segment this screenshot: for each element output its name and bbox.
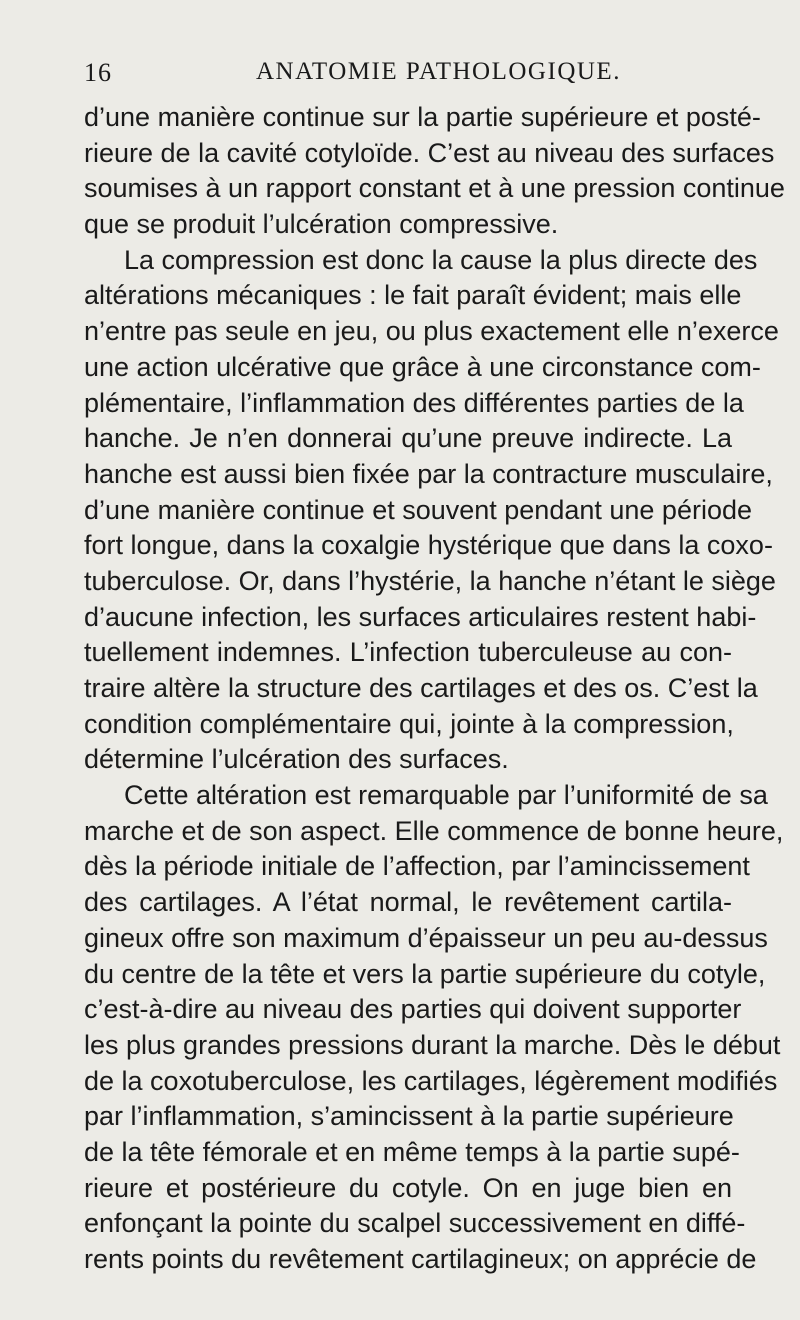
- text-line: de la tête fémorale et en même temps à la partie supé-: [84, 1136, 740, 1167]
- text-line: d’une manière continue sur la partie supérieure et posté-: [84, 102, 761, 132]
- text-line: marche et de son aspect. Elle commence de bonne heure,: [84, 815, 784, 846]
- text-line: soumises à un rapport constant et à une pression continue: [84, 173, 785, 204]
- text-line: par l’inflammation, s’amincissent à la partie supérieure: [84, 1101, 734, 1132]
- text-line: hanche. Je n’en donnerai qu’une preuve indirecte. La: [84, 423, 732, 454]
- text-line: du centre de la tête et vers la partie supérieure du cotyle,: [84, 958, 766, 989]
- text-line: plémentaire, l’inflammation des différentes parties de la: [84, 387, 744, 418]
- text-line: tuberculose. Or, dans l’hystérie, la hanche n’étant le siège: [84, 565, 776, 596]
- text-line: détermine l’ulcération des surfaces.: [84, 744, 509, 775]
- body-text: [84, 100, 785, 1278]
- text-line: Cette altération est remarquable par l’uniformité de sa: [124, 780, 768, 811]
- text-line: La compression est donc la cause la plus directe des: [124, 244, 758, 275]
- text-line: de la coxotuberculose, les cartilages, légèrement modifiés: [84, 1065, 778, 1096]
- text-line: rents points du revêtement cartilagineux; on apprécie de: [84, 1244, 757, 1274]
- text-line: hanche est aussi bien fixée par la contracture musculaire,: [84, 458, 773, 489]
- text-line: que se produit l’ulcération compressive.: [84, 209, 559, 240]
- running-head: ANATOMIE PATHOLOGIQUE.: [256, 58, 621, 85]
- text-line: c’est-à-dire au niveau des parties qui doivent supporter: [84, 994, 742, 1025]
- text-line: dès la période initiale de l’affection, par l’amincissement: [84, 851, 750, 882]
- text-line: d’aucune infection, les surfaces articulaires restent habi-: [84, 601, 757, 632]
- text-line: gineux offre son maximum d’épaisseur un peu au-dessus: [84, 922, 768, 953]
- text-line: fort longue, dans la coxalgie hystérique que dans la coxo-: [84, 530, 773, 561]
- text-line: altérations mécaniques : le fait paraît évident; mais elle: [84, 280, 742, 311]
- text-line: enfonçant la pointe du scalpel successivement en diffé-: [84, 1208, 746, 1239]
- text-line: condition complémentaire qui, jointe à la compression,: [84, 708, 734, 739]
- text-line: traire altère la structure des cartilages et des os. C’est la: [84, 673, 758, 703]
- text-line: rieure de la cavité cotyloïde. C’est au niveau des surfaces: [84, 137, 775, 168]
- page-number: 16: [84, 58, 112, 87]
- text-line: rieure et postérieure du cotyle. On en juge bien en: [84, 1172, 732, 1203]
- text-line: les plus grandes pressions durant la marche. Dès le début: [84, 1029, 781, 1060]
- text-line: n’entre pas seule en jeu, ou plus exactement elle n’exerce: [84, 316, 779, 347]
- text-line: d’une manière continue et souvent pendant une période: [84, 494, 752, 525]
- page-header: [0, 58, 800, 98]
- text-line: tuellement indemnes. L’infection tuberculeuse au con-: [84, 637, 732, 668]
- text-line: une action ulcérative que grâce à une circonstance com-: [84, 351, 761, 382]
- text-line: des cartilages. A l’état normal, le revêtement cartila-: [84, 887, 732, 918]
